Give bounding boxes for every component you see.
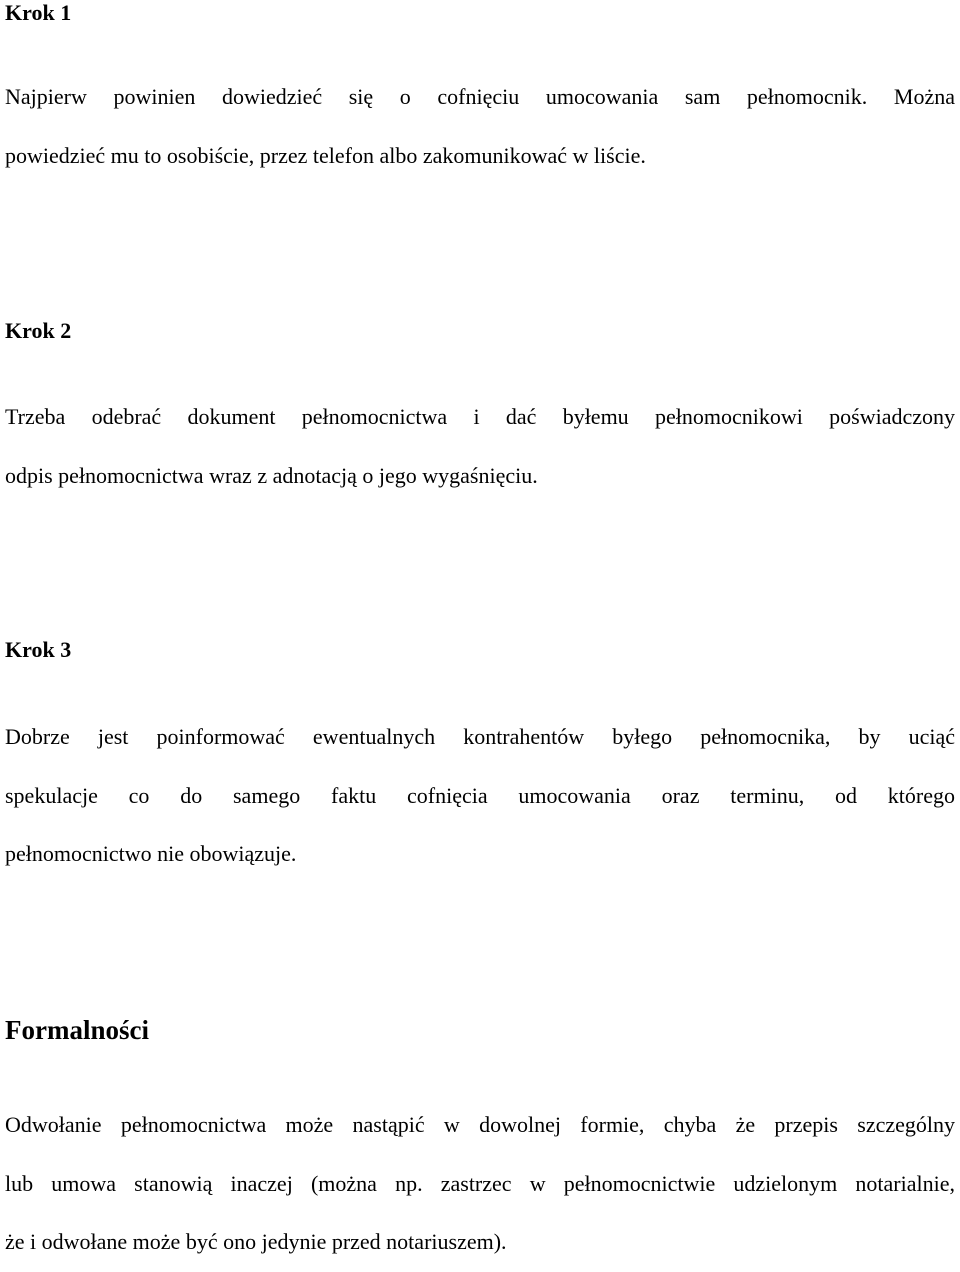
paragraph-line: spekulacje co do samego faktu cofnięcia umocowania oraz terminu, od którego [5,782,955,808]
section-heading-krok-3: Krok 3 [5,637,72,662]
paragraph-line: lub umowa stanowią inaczej (można np. zastrzec w pełnomocnictwie udzielonym notarialnie, [5,1170,955,1196]
section-paragraph-krok-2 [5,388,955,505]
paragraph-line: odpis pełnomocnictwa wraz z adnotacją o jego wygaśnięciu. [5,462,538,488]
section-heading-krok-1: Krok 1 [5,0,72,25]
paragraph-line: pełnomocnictwo nie obowiązuje. [5,841,297,866]
section-paragraph-krok-3 [5,708,955,884]
paragraph-line: powiedzieć mu to osobiście, przez telefon albo zakomunikować w liście. [5,142,646,168]
section-heading-krok-2: Krok 2 [5,318,72,343]
paragraph-line: Trzeba odebrać dokument pełnomocnictwa i dać byłemu pełnomocnikowi poświadczony [5,404,955,429]
section-paragraph-krok-1 [5,68,955,185]
section-heading-formalnosci: Formalności [5,1015,149,1045]
paragraph-line: że i odwołane może być ono jedynie przed notariuszem). [5,1229,507,1254]
paragraph-line: Dobrze jest poinformować ewentualnych kontrahentów byłego pełnomocnika, by uciąć [5,724,955,749]
paragraph-line: Najpierw powinien dowiedzieć się o cofnięciu umocowania sam pełnomocnik. Można [5,84,955,109]
paragraph-line: Odwołanie pełnomocnictwa może nastąpić w dowolnej formie, chyba że przepis szczególny [5,1112,955,1137]
section-paragraph-formalnosci [5,1096,955,1272]
